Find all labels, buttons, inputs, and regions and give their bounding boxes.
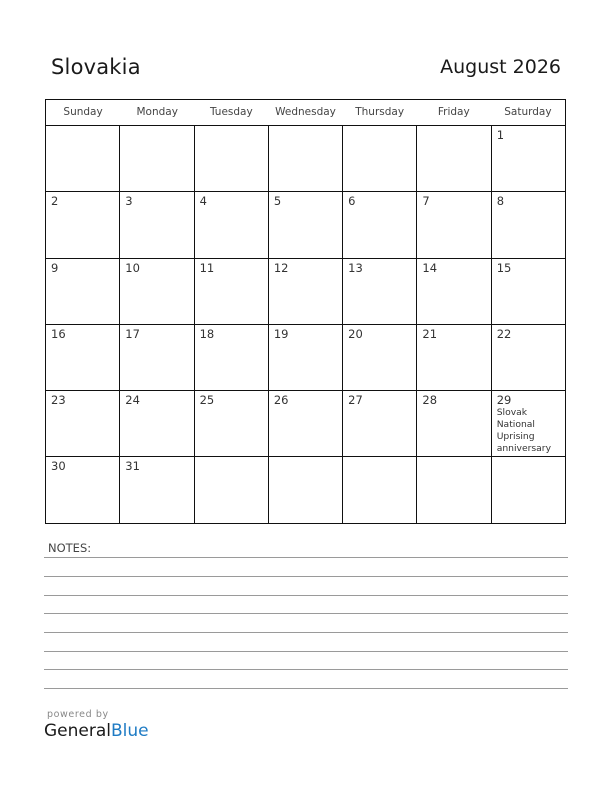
week-row (46, 192, 565, 258)
day-cell (269, 457, 343, 522)
day-number: 3 (125, 194, 133, 209)
day-number: 21 (422, 326, 438, 341)
day-cell (492, 391, 565, 456)
day-cell (343, 325, 417, 390)
weekday-thursday: Thursday (355, 106, 405, 118)
day-number: 15 (496, 260, 512, 275)
day-number: 14 (422, 260, 438, 275)
day-number: 26 (273, 393, 289, 408)
day-number: 31 (125, 459, 140, 474)
day-cell (46, 457, 120, 522)
notes-line (44, 688, 568, 689)
day-cell (195, 325, 269, 390)
day-cell (269, 391, 343, 456)
weekday-saturday: Saturday (504, 106, 552, 118)
day-number: 22 (496, 326, 512, 341)
day-cell (492, 259, 565, 324)
notes-line (44, 651, 568, 652)
calendar-grid (45, 99, 566, 524)
day-cell (120, 259, 194, 324)
day-cell (120, 126, 194, 191)
day-cell (343, 192, 417, 257)
day-number: 2 (51, 194, 59, 209)
day-number: 19 (273, 326, 289, 341)
day-cell (417, 391, 491, 456)
day-number: 27 (348, 393, 363, 408)
week-row (46, 457, 565, 522)
week-row (46, 259, 565, 325)
day-cell (46, 192, 120, 257)
day-cell (343, 457, 417, 522)
day-number: 20 (348, 326, 363, 341)
day-number: 28 (422, 393, 438, 408)
day-cell (195, 192, 269, 257)
day-cell (417, 325, 491, 390)
brand-general: General (44, 721, 111, 741)
notes-line (44, 632, 568, 633)
day-cell (195, 126, 269, 191)
day-cell (269, 126, 343, 191)
day-cell (269, 192, 343, 257)
day-cell (492, 126, 565, 191)
day-number: 6 (348, 194, 356, 209)
day-cell (343, 126, 417, 191)
notes-line (44, 576, 568, 577)
day-cell (46, 259, 120, 324)
country-title: Slovakia (51, 55, 141, 79)
weekday-sunday: Sunday (63, 106, 103, 118)
day-number: 24 (125, 393, 140, 408)
day-cell (120, 391, 194, 456)
day-cell (195, 391, 269, 456)
calendar-weeks (46, 126, 565, 523)
notes-line (44, 613, 568, 614)
weekday-friday: Friday (437, 106, 470, 118)
weekday-wednesday: Wednesday (275, 106, 336, 118)
notes-line (44, 595, 568, 596)
day-cell (492, 325, 565, 390)
notes-label: NOTES: (48, 541, 92, 555)
day-number: 25 (199, 393, 215, 408)
week-row (46, 391, 565, 457)
day-cell (46, 126, 120, 191)
notes-line (44, 557, 568, 558)
day-cell (492, 457, 565, 522)
day-number: 1 (496, 128, 505, 142)
notes-line (44, 669, 568, 670)
month-year-title: August 2026 (440, 56, 561, 78)
day-number: 30 (51, 459, 66, 474)
day-cell (417, 457, 491, 522)
day-cell (417, 126, 491, 191)
day-cell (120, 192, 194, 257)
day-cell (120, 457, 194, 522)
day-cell (46, 325, 120, 390)
holiday-label: Slovak National Uprising anniversary (496, 407, 552, 455)
day-cell (269, 325, 343, 390)
day-cell (417, 259, 491, 324)
day-number: 5 (273, 194, 282, 209)
day-cell (120, 325, 194, 390)
weekday-header-row (46, 100, 565, 126)
day-cell (417, 192, 491, 257)
day-cell (46, 391, 120, 456)
day-number: 23 (51, 393, 66, 408)
day-number: 4 (199, 194, 207, 209)
day-cell (195, 457, 269, 522)
day-number: 8 (496, 194, 505, 209)
week-row (46, 325, 565, 391)
day-number: 18 (199, 326, 215, 341)
day-number: 9 (51, 260, 59, 275)
day-number: 29 (496, 393, 512, 408)
day-number: 12 (273, 260, 289, 275)
day-number: 11 (199, 260, 215, 275)
day-cell (195, 259, 269, 324)
day-number: 7 (422, 194, 430, 209)
weekday-tuesday: Tuesday (209, 106, 253, 118)
powered-by-text: powered by (47, 709, 109, 720)
day-number: 13 (348, 260, 363, 275)
day-cell (343, 391, 417, 456)
day-cell (492, 192, 565, 257)
weekday-monday: Monday (136, 106, 178, 118)
brand-blue: Blue (111, 721, 149, 741)
day-number: 17 (125, 326, 140, 341)
day-number: 16 (51, 326, 66, 341)
day-cell (343, 259, 417, 324)
day-cell (269, 259, 343, 324)
generalblue-logo (44, 721, 149, 741)
day-number: 10 (125, 260, 140, 275)
week-row (46, 126, 565, 192)
